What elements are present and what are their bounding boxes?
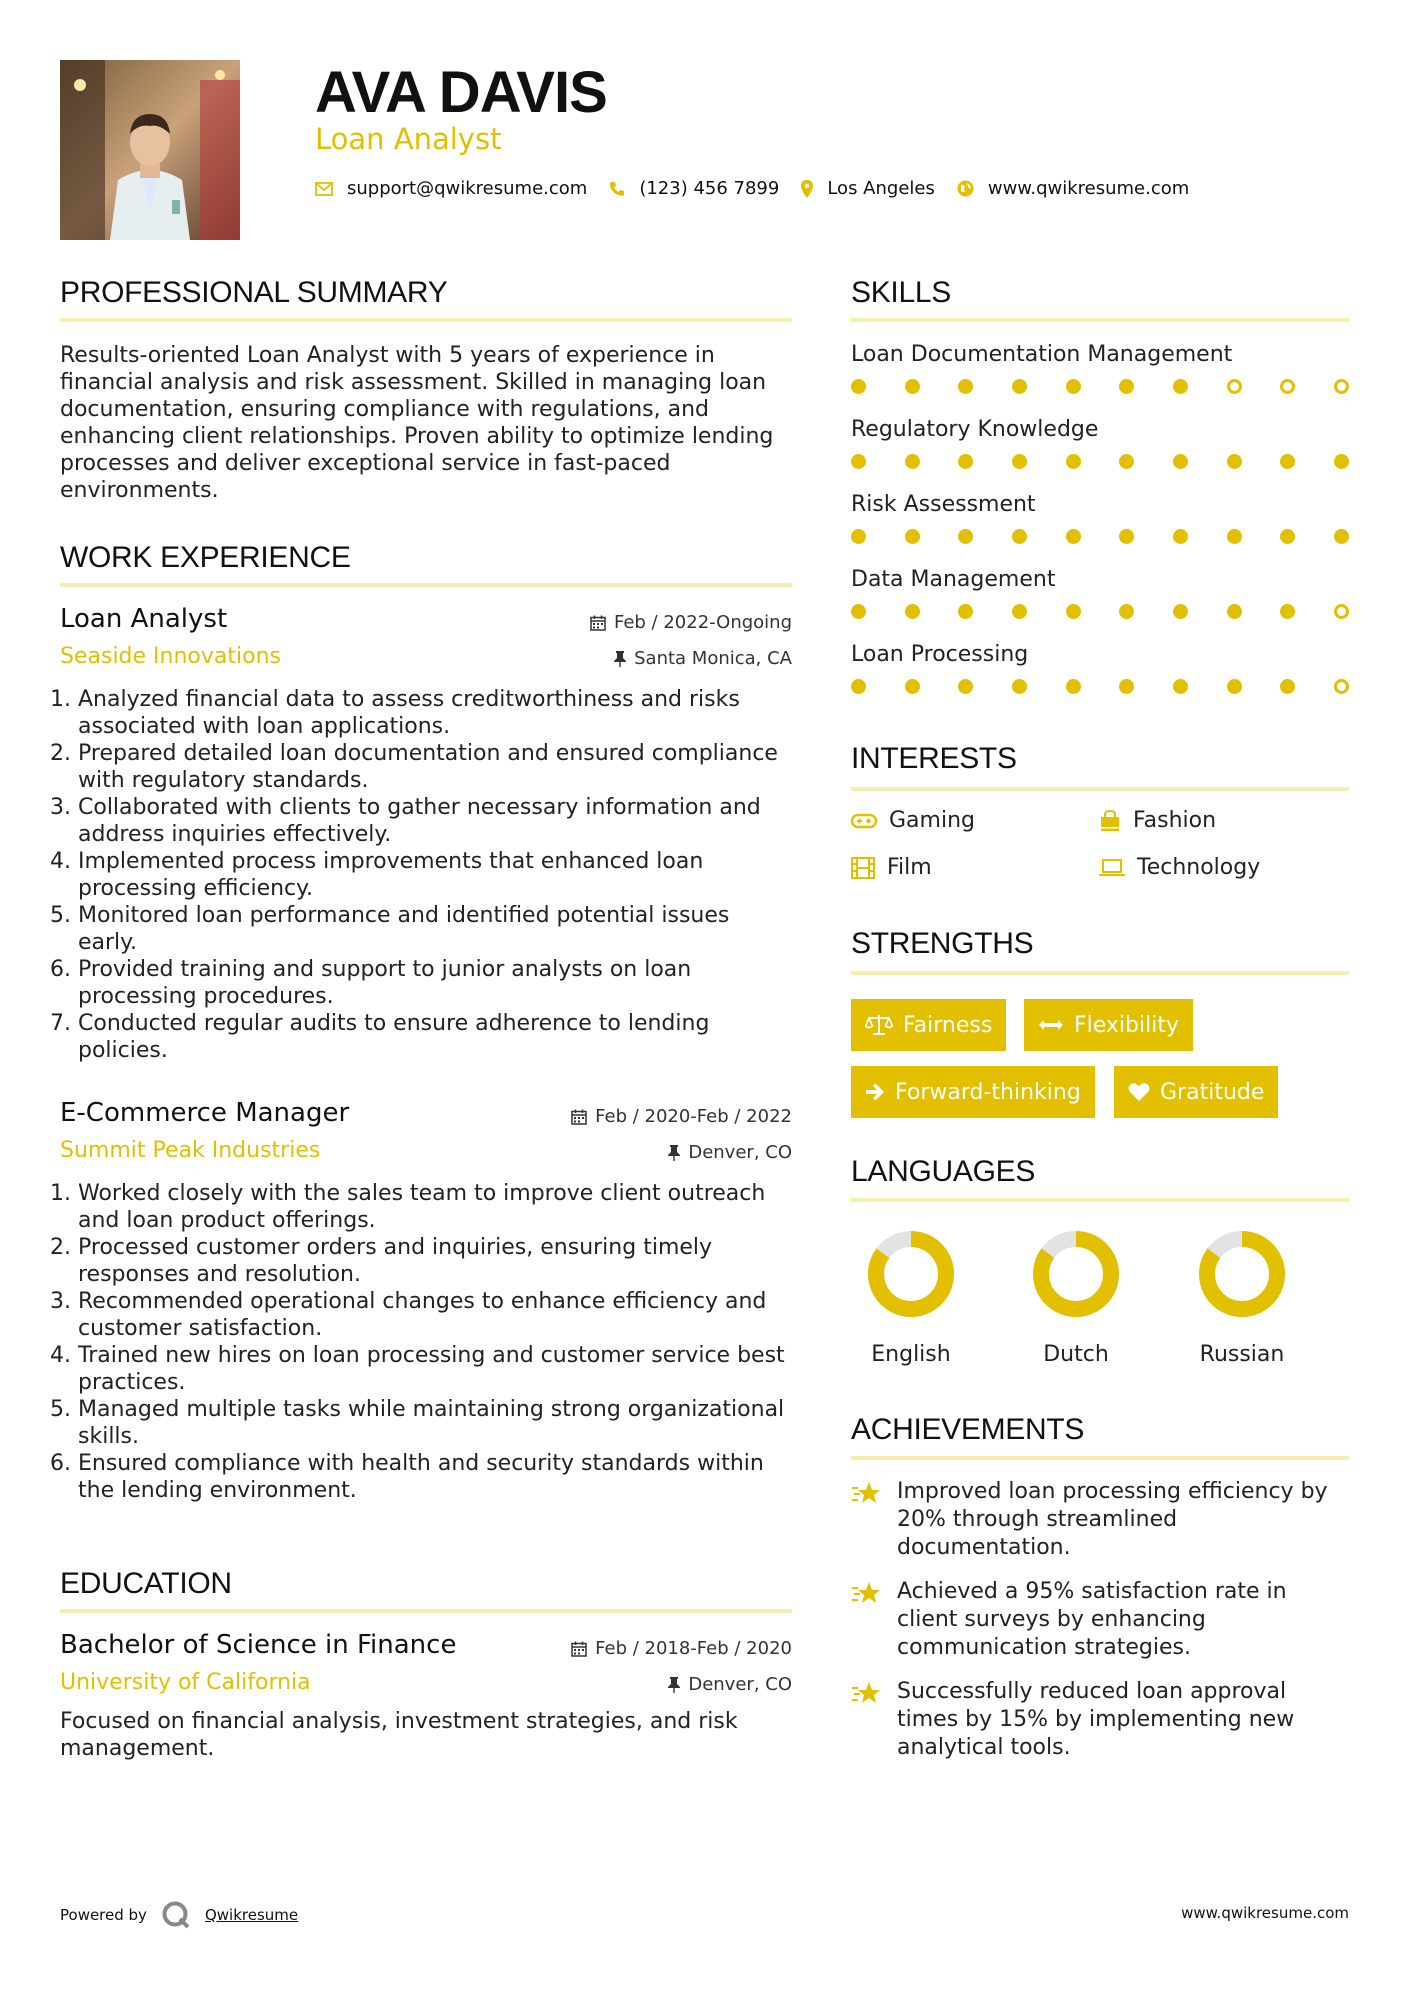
list-item: 3. Recommended operational changes to enhance efficiency and customer satisfaction. [78,1288,792,1342]
list-item: 7. Conducted regular audits to ensure adherence to lending policies. [78,1010,792,1064]
skill-dot-filled [1280,529,1295,544]
skill-dot-filled [905,679,920,694]
trophy-star-icon [851,1480,883,1508]
skill-dot-empty [1227,379,1242,394]
job-entry [60,604,792,1064]
language-item [1162,1228,1322,1367]
skill-dot-filled [1012,679,1027,694]
job-bullets [60,1180,792,1504]
summary-text: Results-oriented Loan Analyst with 5 years of experience in financial analysis and risk assessment. Skilled in managing loan documentation, ensuring compliance with regulations, and enhancing client relationships. Proven ability to optimize lending processes and deliver exceptional service in fast-paced environments. [60,343,774,503]
candidate-name: AVA DAVIS [315,60,607,125]
languages-heading: LANGUAGES [851,1155,1036,1188]
list-item: 6. Ensured compliance with health and security standards within the lending environment. [78,1450,792,1504]
skills-heading: SKILLS [851,276,951,309]
skill-dot-empty [1334,379,1349,394]
phone-text: (123) 456 7899 [639,178,780,199]
skill-dot-filled [1119,679,1134,694]
skill-dot-filled [1066,679,1081,694]
skill-dot-filled [851,679,866,694]
skill-dot-filled [1066,529,1081,544]
education-date: Feb / 2018-Feb / 2020 [571,1638,792,1659]
contact-website[interactable] [957,178,1189,199]
skill-name: Risk Assessment [851,492,1036,517]
skill-item [851,342,1349,417]
skill-rating [851,679,1349,694]
list-item: 2. Processed customer orders and inquiries, ensuring timely responses and resolution. [78,1234,792,1288]
strengths-divider [851,971,1349,975]
skill-rating [851,379,1349,394]
achievement-item: Successfully reduced loan approval times by 15% by implementing new analytical tools. [851,1678,1349,1778]
language-name: English [871,1342,951,1367]
achievements-heading: ACHIEVEMENTS [851,1413,1085,1446]
skill-dot-filled [851,454,866,469]
skill-dot-filled [958,604,973,619]
profile-photo [60,60,240,240]
job-location: Denver, CO [668,1142,792,1163]
language-donut [831,1228,991,1328]
qwikresume-link[interactable]: Qwikresume [204,1906,299,1924]
skill-dot-filled [1012,379,1027,394]
skill-dot-filled [1012,529,1027,544]
contact-location [801,178,935,199]
education-divider [60,1609,792,1613]
company-name: Summit Peak Industries [60,1138,321,1163]
work-heading: WORK EXPERIENCE [60,541,351,574]
skill-dot-filled [851,604,866,619]
list-item: 4. Implemented process improvements that enhanced loan processing efficiency. [78,848,792,902]
skill-dot-filled [905,529,920,544]
skill-dot-filled [958,679,973,694]
skill-dot-filled [905,454,920,469]
strength-chip: Forward-thinking [851,1066,1095,1118]
calendar-icon [571,1641,587,1657]
interest-item: Technology [1099,855,1260,880]
achievement-item: Achieved a 95% satisfaction rate in client surveys by enhancing communication strategies. [851,1578,1349,1678]
skill-dot-filled [1280,604,1295,619]
skill-dot-filled [1119,454,1134,469]
skill-dot-filled [1334,454,1349,469]
list-item: 3. Collaborated with clients to gather necessary information and address inquiries effectively. [78,794,792,848]
language-donut [996,1228,1156,1328]
education-entry [60,1630,792,1762]
strengths-heading: STRENGTHS [851,927,1034,960]
interest-item: Fashion [1099,808,1216,833]
strength-chip: Flexibility [1024,999,1193,1051]
achievement-item: Improved loan processing efficiency by 20% through streamlined documentation. [851,1478,1349,1578]
skill-dot-filled [1173,604,1188,619]
summary-divider [60,318,792,322]
globe-icon [957,180,974,197]
interest-item: Film [851,855,932,880]
list-item: 1. Analyzed financial data to assess creditworthiness and risks associated with loan applications. [78,686,792,740]
skill-item [851,492,1349,567]
job-title: E-Commerce Manager [60,1098,350,1128]
skill-rating [851,529,1349,544]
skill-dot-filled [1066,604,1081,619]
language-name: Russian [1199,1342,1285,1367]
summary-heading: PROFESSIONAL SUMMARY [60,276,448,309]
contact-phone[interactable] [609,178,779,199]
language-item [831,1228,991,1367]
map-pin-icon [801,180,813,198]
skill-dot-filled [1173,529,1188,544]
achievements-divider [851,1456,1349,1460]
job-title: Loan Analyst [60,604,228,634]
skills-list [851,342,1349,717]
skill-dot-empty [1334,604,1349,619]
skill-dot-filled [1227,604,1242,619]
balance-scale-icon [865,1014,893,1036]
skill-dot-empty [1334,679,1349,694]
pushpin-icon [668,1145,680,1161]
skill-dot-filled [1227,679,1242,694]
skill-dot-filled [958,379,973,394]
trophy-star-icon [851,1580,883,1608]
skill-dot-filled [1173,379,1188,394]
skill-name: Loan Processing [851,642,1029,667]
calendar-icon [571,1109,587,1125]
work-divider [60,583,792,587]
skill-dot-filled [851,379,866,394]
skill-rating [851,604,1349,619]
footer-powered-by: Powered by Qwikresume [60,1900,298,1930]
skill-item [851,567,1349,642]
list-item: 6. Provided training and support to junior analysts on loan processing procedures. [78,956,792,1010]
skill-dot-filled [1227,454,1242,469]
education-heading: EDUCATION [60,1567,232,1600]
film-icon [851,857,875,879]
envelope-icon [315,182,333,196]
list-item: 4. Trained new hires on loan processing and customer service best practices. [78,1342,792,1396]
skill-dot-filled [1173,454,1188,469]
pushpin-icon [668,1677,680,1693]
job-date: Feb / 2022-Ongoing [590,612,792,633]
job-location: Santa Monica, CA [614,648,792,669]
language-name: Dutch [1043,1342,1109,1367]
strength-chip: Fairness [851,999,1006,1051]
candidate-role: Loan Analyst [315,122,502,156]
skills-divider [851,318,1349,322]
skill-dot-filled [1066,379,1081,394]
job-entry [60,1098,792,1504]
website-text: www.qwikresume.com [987,178,1190,199]
list-item: 5. Monitored loan performance and identified potential issues early. [78,902,792,956]
skill-name: Data Management [851,567,1056,592]
pushpin-icon [614,651,626,667]
skill-name: Regulatory Knowledge [851,417,1099,442]
list-item: 2. Prepared detailed loan documentation and ensured compliance with regulatory standards. [78,740,792,794]
education-location: Denver, CO [668,1674,792,1695]
skill-dot-filled [905,379,920,394]
skill-dot-filled [1334,529,1349,544]
interests-divider [851,787,1349,791]
arrows-horizontal-icon [1038,1018,1064,1032]
arrow-right-icon [865,1083,885,1101]
skill-name: Loan Documentation Management [851,342,1233,367]
job-bullets [60,686,792,1064]
school-name: University of California [60,1670,311,1695]
skill-dot-filled [958,454,973,469]
skill-dot-filled [1119,379,1134,394]
heart-icon [1128,1082,1150,1102]
languages-divider [851,1198,1349,1202]
trophy-star-icon [851,1680,883,1708]
skill-dot-filled [1012,604,1027,619]
skill-dot-filled [1119,529,1134,544]
interest-item: Gaming [851,808,975,833]
footer-url[interactable]: www.qwikresume.com [1181,1904,1349,1922]
skill-dot-filled [1227,529,1242,544]
calendar-icon [590,615,606,631]
achievements-list [851,1478,1349,1778]
skill-dot-filled [1280,454,1295,469]
job-date: Feb / 2020-Feb / 2022 [571,1106,792,1127]
skill-dot-filled [851,529,866,544]
language-donut [1162,1228,1322,1328]
skill-item [851,642,1349,717]
location-text: Los Angeles [827,178,935,199]
shopping-bag-icon [1099,810,1121,832]
qwikresume-logo-icon [161,1900,191,1930]
skill-dot-filled [905,604,920,619]
skill-dot-filled [1280,679,1295,694]
skill-item [851,417,1349,492]
language-item [996,1228,1156,1367]
list-item: 5. Managed multiple tasks while maintaining strong organizational skills. [78,1396,792,1450]
strength-chip: Gratitude [1114,1066,1278,1118]
interests-heading: INTERESTS [851,742,1017,775]
email-text: support@qwikresume.com [347,178,588,199]
skill-dot-filled [1012,454,1027,469]
skill-dot-filled [1119,604,1134,619]
contact-bar [315,178,1211,199]
skill-dot-empty [1280,379,1295,394]
laptop-icon [1099,859,1125,877]
skill-dot-filled [1066,454,1081,469]
education-description: Focused on financial analysis, investment strategies, and risk management. [60,1709,738,1761]
skill-dot-filled [1173,679,1188,694]
list-item: 1. Worked closely with the sales team to improve client outreach and loan product offerings. [78,1180,792,1234]
contact-email[interactable] [315,178,587,199]
phone-icon [609,181,625,197]
degree-title: Bachelor of Science in Finance [60,1630,457,1660]
skill-dot-filled [958,529,973,544]
skill-rating [851,454,1349,469]
gamepad-icon [851,813,877,829]
company-name: Seaside Innovations [60,644,281,669]
